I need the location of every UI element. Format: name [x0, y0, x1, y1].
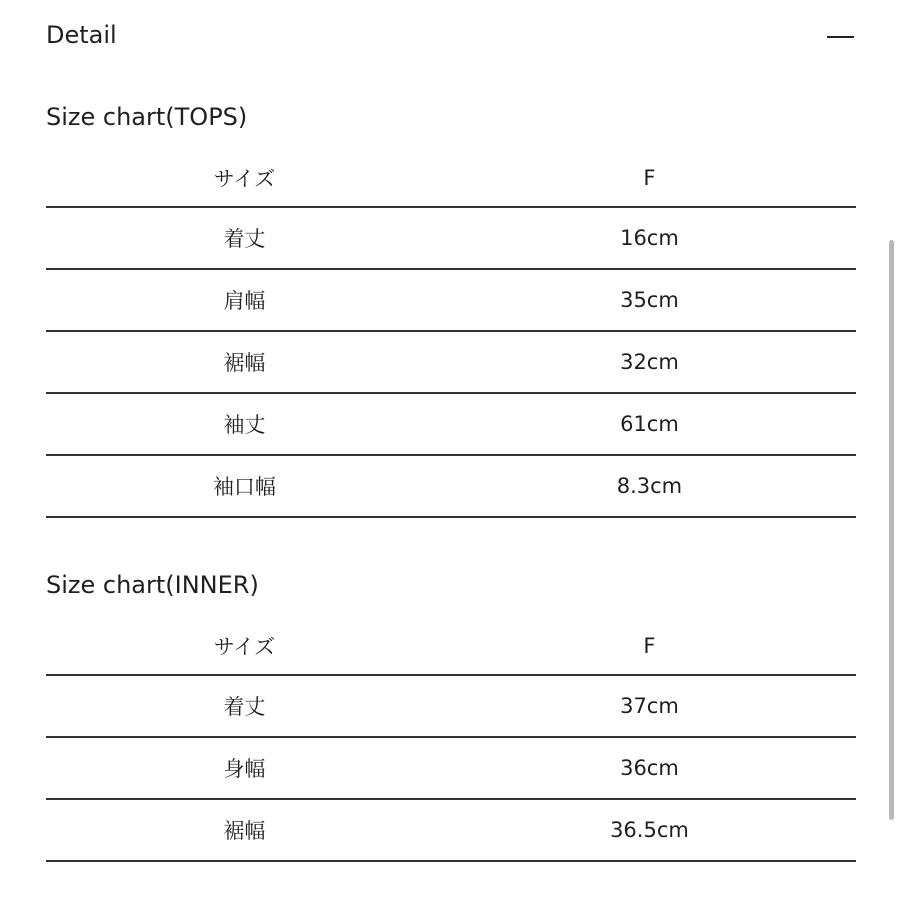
tops-row-label: 袖口幅: [46, 455, 443, 517]
tops-row-value: 8.3cm: [443, 455, 856, 517]
tops-header-label: サイズ: [46, 150, 443, 207]
tops-row-value: 16cm: [443, 207, 856, 269]
inner-row-value: 36cm: [443, 737, 856, 799]
inner-table-header-row: [46, 618, 856, 675]
tops-row-label: 着丈: [46, 207, 443, 269]
detail-title: Detail: [46, 21, 117, 49]
scrollbar[interactable]: [885, 0, 900, 900]
inner-header-value: F: [443, 618, 856, 675]
inner-row-label: 身幅: [46, 737, 443, 799]
tops-table-header-row: [46, 150, 856, 207]
table-row: [46, 799, 856, 861]
inner-size-table: [46, 618, 856, 862]
table-row: [46, 675, 856, 737]
minus-icon: [827, 36, 854, 38]
inner-row-label: 裾幅: [46, 799, 443, 861]
inner-row-label: 着丈: [46, 675, 443, 737]
table-row: [46, 331, 856, 393]
table-row: [46, 737, 856, 799]
detail-header[interactable]: [46, 18, 856, 52]
tops-size-table: [46, 150, 856, 518]
tops-row-label: 袖丈: [46, 393, 443, 455]
inner-size-chart-title: Size chart(INNER): [46, 571, 259, 599]
inner-row-value: 37cm: [443, 675, 856, 737]
table-row: [46, 269, 856, 331]
table-row: [46, 393, 856, 455]
collapse-button[interactable]: [824, 20, 856, 50]
tops-row-value: 35cm: [443, 269, 856, 331]
tops-row-label: 裾幅: [46, 331, 443, 393]
table-row: [46, 207, 856, 269]
inner-header-label: サイズ: [46, 618, 443, 675]
tops-row-label: 肩幅: [46, 269, 443, 331]
tops-row-value: 61cm: [443, 393, 856, 455]
tops-size-chart-title: Size chart(TOPS): [46, 103, 248, 131]
scrollbar-thumb[interactable]: [889, 240, 894, 820]
tops-header-value: F: [443, 150, 856, 207]
tops-row-value: 32cm: [443, 331, 856, 393]
inner-row-value: 36.5cm: [443, 799, 856, 861]
table-row: [46, 455, 856, 517]
